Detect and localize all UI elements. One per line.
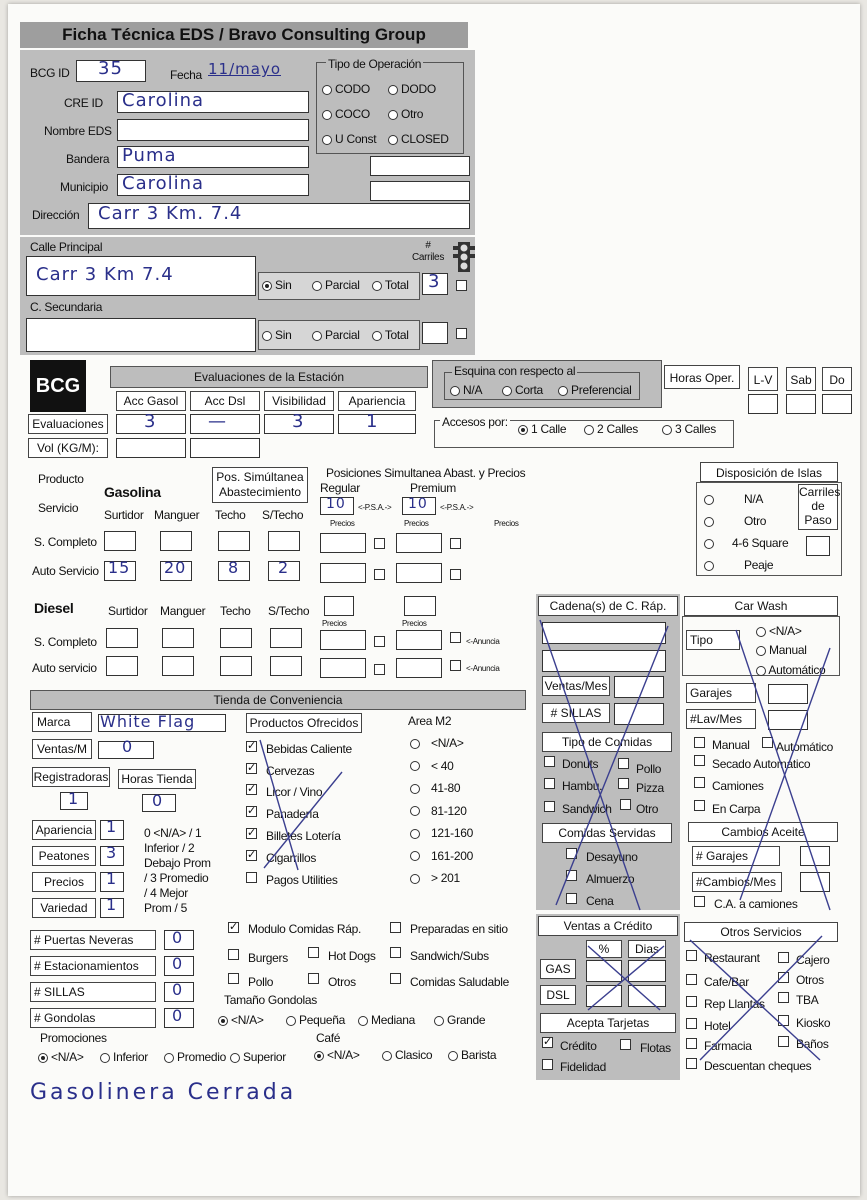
otros-label: Otros — [328, 975, 356, 989]
gas-col-manguer: Manguer — [154, 508, 200, 522]
carriles-paso-label: Carriles de Paso — [798, 484, 838, 530]
secado-label: Secado Automatico — [712, 757, 811, 771]
psa-premium: <-P.S.A.-> — [440, 503, 474, 512]
direccion-value: Carr 3 Km. 7.4 — [98, 203, 243, 224]
almuerzo-label: Almuerzo — [586, 872, 635, 886]
precios-value: 1 — [106, 869, 118, 888]
islas-na[interactable]: N/A — [704, 492, 763, 506]
horas-tienda-label: Horas Tienda — [118, 769, 196, 789]
ventas-m-value: 0 — [122, 737, 134, 756]
credito-check[interactable]: ✓ — [543, 1036, 553, 1048]
precios-label-1: Precios — [330, 519, 355, 528]
producto-check[interactable]: ✓ — [247, 740, 257, 752]
esquina-preferencial[interactable]: Preferencial — [558, 383, 631, 397]
area-option[interactable]: 121-160 — [410, 826, 473, 840]
registradoras-label: Registradoras — [32, 767, 110, 787]
cena-label: Cena — [586, 894, 614, 908]
producto-label: Billetes Lotería — [266, 829, 341, 843]
otros-label: Cajero — [796, 953, 830, 967]
producto-label: Bebidas Caliente — [266, 742, 352, 756]
area-option[interactable]: > 201 — [410, 871, 460, 885]
eval-visibilidad-value: 3 — [292, 411, 305, 432]
cafe-na[interactable]: <N/A> — [314, 1048, 360, 1062]
premium-value: 10 — [408, 496, 428, 512]
producto-check[interactable]: ✓ — [247, 762, 257, 774]
area-title: Area M2 — [408, 714, 452, 728]
producto-check[interactable]: ✓ — [247, 783, 257, 795]
tienda-title: Tienda de Conveniencia — [30, 690, 526, 710]
otros-label: Hotel — [704, 1019, 731, 1033]
scale-1: Inferior / 2 — [144, 841, 195, 855]
marca-value: White Flag — [100, 712, 196, 731]
gas-row-scompleto: S. Completo — [34, 535, 97, 549]
desayuno-label: Desayuno — [586, 850, 638, 864]
bcg-id-label: BCG ID — [30, 66, 70, 80]
otros-servicios-title: Otros Servicios — [684, 922, 838, 942]
municipio-value: Carolina — [122, 173, 205, 194]
bcg-id-value: 35 — [98, 58, 123, 79]
credito-title: Ventas a Crédito — [538, 916, 678, 936]
opt-coco[interactable]: COCO — [322, 107, 370, 121]
bcg-logo: BCG — [30, 360, 86, 412]
col-visibilidad: Visibilidad — [264, 391, 334, 411]
direccion-label: Dirección — [32, 208, 80, 222]
cadena-sillas-label: # SILLAS — [542, 703, 610, 723]
tipo-otro: Otro — [636, 802, 659, 816]
cafe-barista[interactable]: Barista — [448, 1048, 496, 1062]
scale-0: 0 <N/A> / 1 — [144, 826, 202, 840]
puertas-label: # Puertas Neveras — [30, 930, 156, 950]
cre-id-label: CRE ID — [64, 96, 103, 110]
horas-do: Do — [822, 367, 852, 391]
area-option[interactable]: 161-200 — [410, 849, 473, 863]
gasolina-title: Gasolina — [104, 484, 161, 500]
gondolas-label: # Gondolas — [30, 1008, 156, 1028]
horas-tienda-value: 0 — [152, 791, 164, 810]
fecha-label: Fecha — [170, 68, 202, 82]
regular-value: 10 — [326, 496, 346, 512]
scale-2: Debajo Prom — [144, 856, 211, 870]
page-title: Ficha Técnica EDS / Bravo Consulting Group — [20, 22, 468, 48]
ca-camiones-label: C.A. a camiones — [714, 897, 798, 911]
secundaria-sin[interactable]: Sin — [262, 328, 292, 342]
peatones-label: Peatones — [32, 846, 96, 866]
accesos-2calles[interactable]: 2 Calles — [584, 422, 638, 436]
gondola-grande[interactable]: Grande — [434, 1013, 485, 1027]
area-option[interactable]: < 40 — [410, 759, 454, 773]
islas-square[interactable]: 4-6 Square — [704, 536, 788, 550]
dsl-sc-anuncia: <-Anuncia — [466, 637, 500, 646]
producto-check[interactable]: ✓ — [247, 827, 257, 839]
tarjetas-title: Acepta Tarjetas — [540, 1013, 676, 1033]
dias-label: Dias — [628, 940, 666, 958]
comidas-servidas-title: Comidas Servidas — [542, 823, 672, 843]
gondola-pequena[interactable]: Pequeña — [286, 1013, 345, 1027]
gondola-na[interactable]: <N/A> — [218, 1013, 264, 1027]
dsl-row-autoservicio: Auto servicio — [32, 661, 97, 675]
gas-col-techo: Techo — [215, 508, 246, 522]
gas-label: GAS — [540, 959, 576, 979]
secundaria-parcial[interactable]: Parcial — [312, 328, 360, 342]
aceite-title: Cambios Aceite — [688, 822, 838, 842]
psa-regular: <-P.S.A.-> — [358, 503, 392, 512]
sillas-value: 0 — [172, 980, 184, 999]
tipo-pollo: Pollo — [636, 762, 662, 776]
islas-peaje[interactable]: Peaje — [704, 558, 773, 572]
modulo-check[interactable]: ✓ — [229, 921, 239, 933]
garajes-label: Garajes — [686, 683, 756, 703]
producto-label: Cervezas — [266, 764, 315, 778]
eval-apariencia-value: 1 — [366, 411, 379, 432]
promo-inferior[interactable]: Inferior — [100, 1050, 148, 1064]
gas-as-manguer-value: 20 — [164, 558, 187, 577]
otros-label: Rep Llantas — [704, 997, 765, 1011]
calle-principal-label: Calle Principal — [30, 240, 103, 254]
dsl-row-scompleto: S. Completo — [34, 635, 97, 649]
tipo-operacion-title: Tipo de Operación — [328, 57, 422, 71]
dsl-label: DSL — [540, 985, 576, 1005]
flotas-label: Flotas — [640, 1041, 671, 1055]
opt-otro[interactable]: Otro — [388, 107, 423, 121]
precios-label-2: Precios — [404, 519, 429, 528]
area-option[interactable]: 41-80 — [410, 781, 460, 795]
credito-label: Crédito — [560, 1039, 597, 1053]
otros-label: Kiosko — [796, 1016, 831, 1030]
gas-col-surtidor: Surtidor — [104, 508, 144, 522]
otros-label: Restaurant — [704, 951, 760, 965]
cafe-clasico[interactable]: Clasico — [382, 1048, 432, 1062]
ventas-mes-label: Ventas/Mes — [542, 676, 610, 696]
dsl-precios-2: Precios — [402, 619, 427, 628]
opt-uconst[interactable]: U Const — [322, 132, 376, 146]
tipo-donuts: Donuts — [562, 757, 599, 771]
ventas-m-label: Ventas/M — [32, 739, 92, 759]
productos-title: Productos Ofrecidos — [246, 713, 362, 733]
estacionamientos-value: 0 — [172, 954, 184, 973]
gondolas-title: Tamaño Gondolas — [224, 993, 317, 1007]
producto-check[interactable]: ✓ — [247, 849, 257, 861]
eval-acc-gasol-value: 3 — [144, 411, 157, 432]
carriles-value: 3 — [428, 271, 441, 292]
tipo-comidas-title: Tipo de Comidas — [542, 732, 672, 752]
evaluaciones-title: Evaluaciones de la Estación — [110, 366, 428, 388]
otros-label: Cafe/Bar — [704, 975, 749, 989]
opt-closed[interactable]: CLOSED — [388, 132, 449, 146]
calle-secundaria-label: C. Secundaria — [30, 300, 103, 314]
dsl-col-surtidor: Surtidor — [108, 604, 148, 618]
horas-lv: L-V — [748, 367, 778, 391]
carwash-na[interactable]: <N/A> — [756, 624, 802, 638]
peatones-value: 3 — [106, 843, 118, 862]
apariencia-label: Apariencia — [32, 820, 96, 840]
promo-superior[interactable]: Superior — [230, 1050, 286, 1064]
fecha-value: 11/mayo — [208, 60, 281, 78]
col-acc-dsl: Acc Dsl — [190, 391, 260, 411]
esquina-title: Esquina con respecto al — [454, 364, 576, 378]
registradoras-value: 1 — [68, 789, 80, 808]
nombre-eds-label: Nombre EDS — [44, 124, 112, 138]
col-acc-gasol: Acc Gasol — [116, 391, 186, 411]
pos-sim-header: Pos. Simúltanea Abastecimiento — [212, 467, 308, 503]
hotdogs-label: Hot Dogs — [328, 949, 376, 963]
gas-row-autoservicio: Auto Servicio — [32, 564, 99, 578]
otros-label: Baños — [796, 1037, 829, 1051]
esquina-na[interactable]: N/A — [450, 383, 482, 397]
sillas-label: # SILLAS — [30, 982, 156, 1002]
servicio-label: Servicio — [38, 501, 79, 515]
producto-label: Licor / Vino — [266, 785, 323, 799]
principal-sin[interactable]: Sin — [262, 278, 292, 292]
gas-as-stecho-value: 2 — [278, 558, 290, 577]
puertas-value: 0 — [172, 928, 184, 947]
area-option[interactable]: <N/A> — [410, 736, 464, 750]
variedad-label: Variedad — [32, 898, 96, 918]
opt-dodo[interactable]: DODO — [388, 82, 436, 96]
dsl-as-anuncia: <-Anuncia — [466, 664, 500, 673]
carriles-label: # Carriles — [411, 240, 445, 263]
carwash-tipo-label: Tipo — [686, 630, 740, 650]
diesel-title: Diesel — [34, 600, 74, 616]
tipo-hambu: Hambu. — [562, 779, 603, 793]
producto-label: Producto — [38, 472, 84, 486]
bandera-value: Puma — [122, 145, 177, 166]
carwash-auto[interactable]: Automático — [756, 663, 825, 677]
pct-label: % — [586, 940, 622, 958]
cw-manual-label: Manual — [712, 738, 750, 752]
municipio-label: Municipio — [60, 180, 108, 194]
modulo-label: Modulo Comidas Ráp. — [248, 922, 362, 936]
aceite-cambios-label: #Cambios/Mes — [692, 872, 782, 892]
islas-otro[interactable]: Otro — [704, 514, 766, 528]
gas-col-stecho: S/Techo — [262, 508, 304, 522]
gondolas-value: 0 — [172, 1006, 184, 1025]
premium-label: Premium — [410, 481, 456, 495]
gondola-mediana[interactable]: Mediana — [358, 1013, 415, 1027]
col-apariencia: Apariencia — [338, 391, 416, 411]
area-option[interactable]: 81-120 — [410, 804, 467, 818]
opt-codo[interactable]: CODO — [322, 82, 370, 96]
islas-title: Disposición de Islas — [700, 462, 838, 482]
estacionamientos-label: # Estacionamientos — [30, 956, 156, 976]
dsl-col-techo: Techo — [220, 604, 251, 618]
marca-label: Marca — [32, 712, 92, 732]
scale-5: Prom / 5 — [144, 901, 187, 915]
aceite-garajes-label: # Garajes — [692, 846, 780, 866]
esquina-corta[interactable]: Corta — [502, 383, 543, 397]
burgers-label: Burgers — [248, 951, 288, 965]
vol-label: Vol (KG/M): — [28, 438, 108, 458]
promociones-title: Promociones — [40, 1031, 107, 1045]
gas-as-surtidor-value: 15 — [108, 558, 131, 577]
regular-label: Regular — [320, 481, 360, 495]
variedad-value: 1 — [106, 895, 118, 914]
principal-total[interactable]: Total — [372, 278, 409, 292]
cadena-title: Cadena(s) de C. Ráp. — [538, 596, 678, 616]
accesos-3calles[interactable]: 3 Calles — [662, 422, 716, 436]
camiones-label: Camiones — [712, 779, 764, 793]
pollo-label: Pollo — [248, 975, 274, 989]
producto-label: Panadería — [266, 807, 319, 821]
fidelidad-label: Fidelidad — [560, 1060, 606, 1074]
sandwich-label: Sandwich/Subs — [410, 949, 489, 963]
lav-mes-label: #Lav/Mes — [686, 709, 756, 729]
accesos-1calle[interactable]: 1 Calle — [518, 422, 566, 436]
horas-sab: Sab — [786, 367, 816, 391]
carwash-title: Car Wash — [684, 596, 838, 616]
otros-label: TBA — [796, 993, 819, 1007]
calle-principal-value: Carr 3 Km 7.4 — [36, 264, 174, 285]
carwash-manual[interactable]: Manual — [756, 643, 807, 657]
horas-oper-label: Horas Oper. — [664, 365, 740, 389]
saludable-label: Comidas Saludable — [410, 975, 509, 989]
otros-label: Otros — [796, 973, 824, 987]
producto-label: Cigarrillos — [266, 851, 317, 865]
precios-label-3: Precios — [494, 519, 519, 528]
dsl-col-stecho: S/Techo — [268, 604, 310, 618]
promo-na[interactable]: <N/A> — [38, 1050, 84, 1064]
cafe-title: Café — [316, 1031, 341, 1045]
producto-label: Pagos Utilities — [266, 873, 338, 887]
promo-promedio[interactable]: Promedio — [164, 1050, 226, 1064]
gas-as-techo-value: 8 — [228, 558, 240, 577]
producto-check[interactable]: ✓ — [247, 805, 257, 817]
bandera-label: Bandera — [66, 152, 110, 166]
scale-4: / 4 Mejor — [144, 886, 188, 900]
cw-auto-label: Automático — [776, 740, 834, 754]
scale-3: / 3 Promedio — [144, 871, 209, 885]
pos-precios-header: Posiciones Simultanea Abast. y Precios — [326, 466, 526, 480]
evaluaciones-row-label: Evaluaciones — [28, 414, 108, 434]
apariencia-value: 1 — [106, 817, 118, 836]
carpa-label: En Carpa — [712, 802, 761, 816]
tipo-pizza: Pizza — [636, 781, 664, 795]
dsl-col-manguer: Manguer — [160, 604, 206, 618]
dsl-precios-1: Precios — [322, 619, 347, 628]
precios-label: Precios — [32, 872, 96, 892]
cre-id-value: Carolina — [122, 90, 205, 111]
eval-acc-dsl-value: — — [208, 411, 227, 432]
tipo-sandwich: Sandwich — [562, 802, 612, 816]
accesos-label: Accesos por: — [442, 415, 508, 429]
secundaria-total[interactable]: Total — [372, 328, 409, 342]
preparadas-label: Preparadas en sitio — [410, 922, 508, 936]
otros-label: Descuentan cheques — [704, 1059, 812, 1073]
otros-label: Farmacia — [704, 1039, 752, 1053]
principal-parcial[interactable]: Parcial — [312, 278, 360, 292]
handwritten-note: Gasolinera Cerrada — [30, 1080, 297, 1105]
